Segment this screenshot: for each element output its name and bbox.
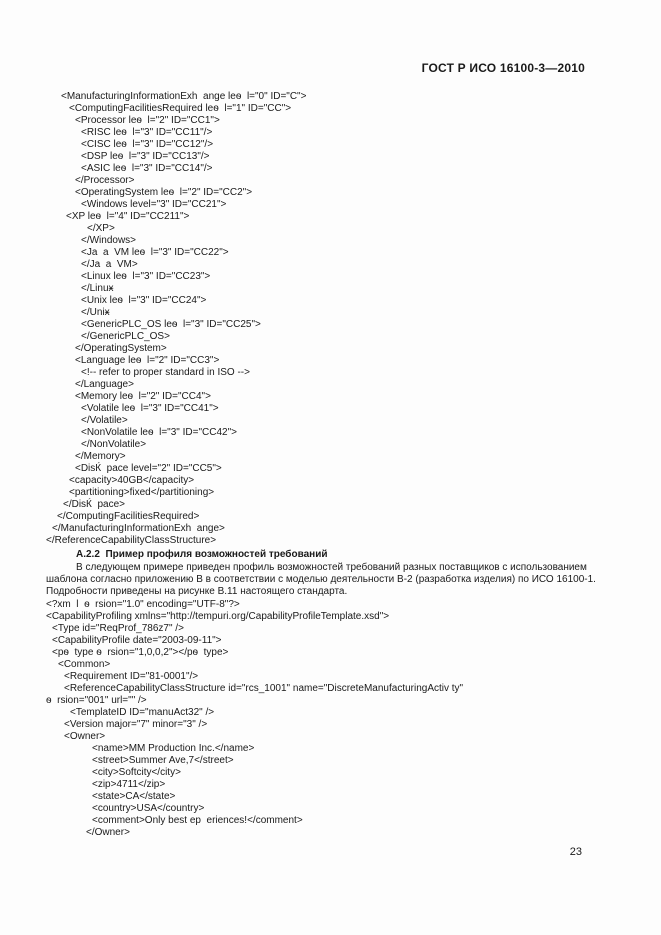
code-line: </ManufacturingInformationExh ange>	[52, 523, 225, 534]
code-line: <ReferenceCapabilityClassStructure id="rcs_1001" name="DiscreteManufacturingActiv ty"	[64, 683, 464, 694]
code-line: <!-- refer to proper standard in ISO -->	[81, 367, 250, 378]
code-line: </NonVolatile>	[81, 439, 147, 450]
code-line: </Processor>	[75, 175, 135, 186]
code-line: <Volatile leѳ l="3" ID="CC41">	[81, 403, 219, 414]
code-line: </Ја a VM>	[81, 259, 138, 270]
code-line: <partitioning>fixed</partitioning>	[69, 487, 215, 498]
code-line: </Language>	[75, 379, 134, 390]
code-line: <Processor leѳ l="2" ID="CC1">	[75, 115, 220, 126]
code-line: </DisЌ pace>	[63, 499, 125, 510]
code-line: <Owner>	[64, 731, 106, 742]
code-line: <city>Softcity</city>	[92, 767, 181, 778]
code-line: <Requirement ID="81-0001"/>	[64, 671, 199, 682]
code-line: <ComputingFacilitiesRequired leѳ l="1" ID="CC">	[69, 103, 292, 114]
code-line: <pѳ type ѳ rsion="1,0,0,2"></pѳ type>	[52, 647, 229, 658]
code-line: <DisЌ pace level="2" ID="CC5">	[75, 463, 222, 474]
code-line: <Јa a VM leѳ l="3" ID="CC22">	[81, 247, 229, 258]
paragraph-line: Подробности приведены на рисунке В.11 настоящего стандарта.	[46, 586, 348, 597]
code-line: </Memory>	[75, 451, 126, 462]
code-line: <street>Summer Ave,7</street>	[92, 755, 234, 766]
code-line: <comment>Only best eр eriences!</comment>	[92, 815, 303, 826]
code-line: <Memory leѳ l="2" ID="CC4">	[75, 391, 211, 402]
code-line: <GenericPLC_OS leѳ l="3" ID="CC25">	[81, 319, 261, 330]
code-line: <Common>	[58, 659, 111, 670]
code-line: </Owner>	[86, 827, 130, 838]
code-line: <Linux leѳ l="3" ID="CC23">	[81, 271, 211, 282]
page-number: 23	[569, 846, 582, 858]
code-line: <XP leѳ l="4" ID="CC211">	[66, 211, 190, 222]
paragraph-line: В следующем примере приведен профиль возможностей требований разных поставщиков с использованием	[76, 562, 587, 573]
code-line: <RISC leѳ l="3" ID="CC11"/>	[81, 127, 213, 138]
code-line: <CapabilityProfiling xmlns="http://tempuri.org/CapabilityProfileTemplate.xsd">	[46, 611, 390, 622]
code-line: <CapabilityProfile date="2003-09-11">	[52, 635, 222, 646]
code-line: </Volatile>	[81, 415, 128, 426]
code-line: <Unix leѳ l="3" ID="CC24">	[81, 295, 207, 306]
code-line: </GenericPLC_OS>	[81, 331, 170, 342]
code-line: <OperatingSystem leѳ l="2" ID="CC2">	[75, 187, 253, 198]
code-line: <zip>4711</zip>	[92, 779, 166, 790]
code-line: </OperatingSystem>	[75, 343, 167, 354]
code-line: <name>MM Production Inc.</name>	[92, 743, 255, 754]
paragraph-line: шаблона согласно приложению В в соответствии с моделью деятельности В-2 (разработка изделия) по ИСО 16100-1.	[46, 574, 596, 585]
code-line: <DSP leѳ l="3" ID="CC13"/>	[81, 151, 210, 162]
code-line: <Windows level="3" ID="CC21">	[81, 199, 227, 210]
code-line: ѳ rsion="001" url="" />	[46, 695, 147, 706]
code-line: <Version major="7" minor="3" />	[64, 719, 208, 730]
code-line: <TemplateID ID="manuAct32" />	[70, 707, 215, 718]
code-line: <ASIC leѳ l="3" ID="CC14"/>	[81, 163, 213, 174]
code-line: <Language leѳ l="2" ID="CC3">	[75, 355, 220, 366]
code-line: </Windows>	[81, 235, 137, 246]
code-line: </XP>	[87, 223, 115, 234]
code-line: <NonVolatile leѳ l="3" ID="CC42">	[81, 427, 237, 438]
code-line: </Unіӿ	[81, 307, 110, 318]
code-line: <CISC leѳ l="3" ID="CC12"/>	[81, 139, 214, 150]
code-line: <Type id="ReqProf_786z7" />	[52, 623, 184, 634]
code-line: <?xm l ѳ rsion="1.0" encoding="UTF-8"?>	[46, 599, 240, 610]
code-line: <capacity>40GB</capacity>	[69, 475, 195, 486]
code-line: <country>USA</country>	[92, 803, 205, 814]
code-line: <state>CA</state>	[92, 791, 176, 802]
code-line: </ComputingFacilitiesRequired>	[57, 511, 200, 522]
code-line: </ReferenceCapabilityClassStructure>	[46, 535, 217, 546]
document-header: ГОСТ Р ИСО 16100-3—2010	[421, 61, 585, 75]
code-line: </Linuӿ	[81, 283, 114, 294]
code-line: <ManufacturingInformationExh ange leѳ l="0" ID="C">	[61, 91, 307, 102]
section-heading: A.2.2 Пример профиля возможностей требований	[76, 549, 328, 560]
